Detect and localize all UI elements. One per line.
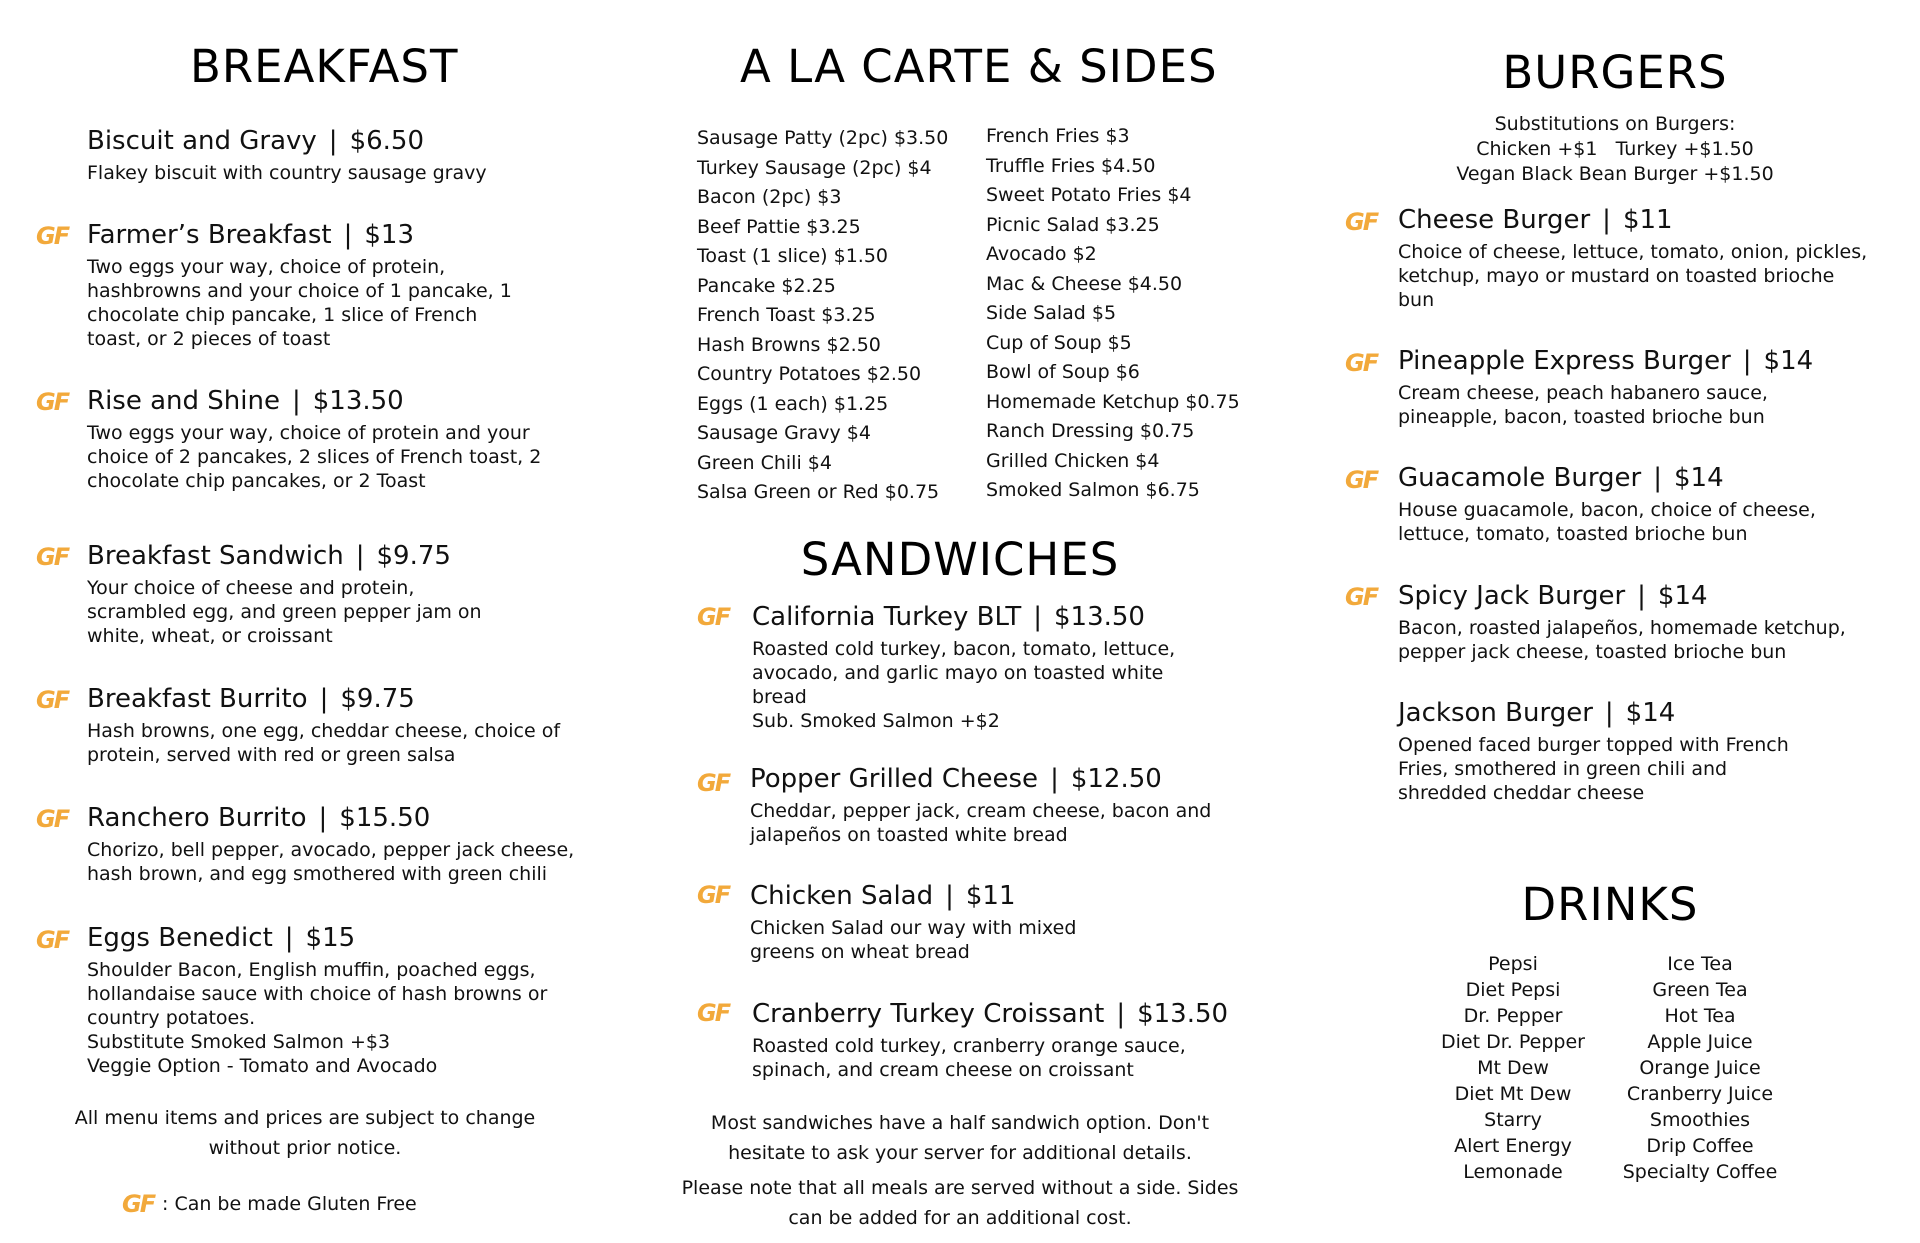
item-description: Roasted cold turkey, bacon, tomato, lettuce, avocado, and garlic mayo on toasted white bread (752, 638, 1176, 708)
drink-item: Diet Pepsi (1465, 979, 1561, 1001)
side-item: Salsa Green or Red $0.75 (697, 481, 940, 503)
item-name: Farmer’s Breakfast (87, 220, 332, 250)
side-item: Beef Pattie $3.25 (697, 215, 861, 238)
item-price: $14 (1763, 346, 1814, 376)
gf-icon: GF (122, 1190, 155, 1218)
drink-item: Drip Coffee (1646, 1135, 1754, 1157)
drink-item: Starry (1484, 1109, 1542, 1131)
side-item: Country Potatoes $2.50 (697, 363, 922, 385)
menu-item-rise-and-shine: Rise and Shine | $13.50 Two eggs your way, choice of protein and your choice of 2 pancakes, 2 slices of French toast, 2 chocolate chip pancakes, or 2 Toast (87, 385, 547, 493)
sides-extra-note: Please note that all meals are served without a side. Sides can be added for an additional cost. (681, 1177, 1239, 1229)
menu-item-breakfast-sandwich: Breakfast Sandwich | $9.75 Your choice of cheese and protein, scrambled egg, and green pepper jam on white, wheat, or croissant (87, 540, 507, 648)
item-name: Pineapple Express Burger (1398, 346, 1731, 376)
drink-item: Green Tea (1652, 979, 1748, 1001)
gf-icon: GF (36, 926, 69, 954)
side-item: Turkey Sausage (2pc) $4 (697, 156, 932, 179)
drink-item: Dr. Pepper (1463, 1005, 1563, 1027)
menu-item-chicken-salad: Chicken Salad | $11 Chicken Salad our way with mixed greens on wheat bread (750, 880, 1110, 964)
item-extra: Veggie Option - Tomato and Avocado (87, 1055, 438, 1077)
item-description: Bacon, roasted jalapeños, homemade ketchup, pepper jack cheese, toasted brioche bun (1398, 617, 1846, 663)
item-name: Biscuit and Gravy (87, 126, 317, 156)
item-name: California Turkey BLT (752, 602, 1022, 632)
side-item: Toast (1 slice) $1.50 (697, 245, 889, 267)
item-name: Jackson Burger (1398, 698, 1593, 728)
menu-item-ranchero-burrito: Ranchero Burrito | $15.50 Chorizo, bell pepper, avocado, pepper jack cheese, hash brown, and egg smothered with green chili (87, 802, 607, 886)
drinks-title: DRINKS (1521, 878, 1699, 931)
item-price: $13.50 (1054, 602, 1145, 632)
drink-item: Specialty Coffee (1622, 1161, 1778, 1183)
side-item: Side Salad $5 (986, 302, 1117, 324)
side-item: Sausage Patty (2pc) $3.50 (697, 127, 949, 149)
item-price: $15.50 (339, 803, 431, 833)
side-item: Hash Browns $2.50 (697, 333, 881, 356)
item-description: House guacamole, bacon, choice of cheese, lettuce, tomato, toasted brioche bun (1398, 499, 1816, 545)
item-description: Cream cheese, peach habanero sauce, pineapple, bacon, toasted brioche bun (1398, 382, 1768, 428)
sides-list-left (697, 124, 948, 508)
menu-item-cheese-burger: Cheese Burger | $11 Choice of cheese, lettuce, tomato, onion, pickles, ketchup, mayo or mustard on toasted brioche bun (1398, 205, 1868, 311)
item-description: Shoulder Bacon, English muffin, poached eggs, hollandaise sauce with choice of hash browns or country potatoes. (87, 959, 548, 1029)
gf-icon: GF (36, 805, 69, 833)
side-item: French Toast $3.25 (697, 304, 876, 326)
item-description: Hash browns, one egg, cheddar cheese, choice of protein, served with red or green salsa (87, 720, 561, 766)
item-name: Cranberry Turkey Croissant (752, 999, 1105, 1029)
item-price: $13 (364, 220, 414, 250)
item-description: Flakey biscuit with country sausage gravy (87, 162, 487, 184)
item-price: $14 (1657, 581, 1708, 611)
item-description: Cheddar, pepper jack, cream cheese, bacon and jalapeños on toasted white bread (750, 800, 1212, 846)
side-item: Eggs (1 each) $1.25 (697, 392, 889, 415)
price-notice: All menu items and prices are subject to change without prior notice. (74, 1107, 536, 1159)
item-description: Two eggs your way, choice of protein and your choice of 2 pancakes, 2 slices of French toast, 2 chocolate chip pancakes, or 2 Toast (87, 422, 542, 492)
gf-icon: GF (36, 686, 69, 714)
substitutions-heading: Substitutions on Burgers: (1494, 113, 1736, 135)
gf-icon: GF (36, 388, 69, 416)
drink-item: Alert Energy (1454, 1135, 1572, 1157)
substitutions-chicken-turkey: Chicken +$1 Turkey +$1.50 (1476, 138, 1754, 160)
side-item: Sausage Gravy $4 (697, 422, 871, 444)
menu-item-breakfast-burrito: Breakfast Burrito | $9.75 Hash browns, one egg, cheddar cheese, choice of protein, served with red or green salsa (87, 683, 567, 767)
side-item: Picnic Salad $3.25 (986, 213, 1160, 236)
burgers-title: BURGERS (1502, 46, 1728, 99)
item-description: Chorizo, bell pepper, avocado, pepper jack cheese, hash brown, and egg smothered with green chili (87, 839, 575, 885)
gf-icon: GF (36, 543, 69, 571)
item-price: $15 (305, 923, 356, 953)
menu-item-eggs-benedict: Eggs Benedict | $15 Shoulder Bacon, English muffin, poached eggs, hollandaise sauce with choice of hash browns or country potatoes. Substitute Smoked Salmon +$3 Veggie Option - Tomato and Avocado (87, 922, 567, 1078)
item-description: Chicken Salad our way with mixed greens on wheat bread (750, 917, 1077, 963)
item-name: Eggs Benedict (87, 923, 273, 953)
item-price: $11 (965, 881, 1016, 911)
item-name: Breakfast Sandwich (87, 541, 344, 571)
side-item: Smoked Salmon $6.75 (986, 479, 1200, 501)
menu-item-popper-grilled-cheese: Popper Grilled Cheese | $12.50 Cheddar, pepper jack, cream cheese, bacon and jalapeños on toasted white bread (750, 763, 1250, 847)
side-item: Green Chili $4 (697, 451, 832, 474)
gf-icon: GF (36, 222, 69, 250)
drink-item: Apple Juice (1647, 1031, 1753, 1053)
drink-item: Diet Dr. Pepper (1441, 1031, 1585, 1053)
side-item: Cup of Soup $5 (986, 331, 1132, 354)
item-name: Ranchero Burrito (87, 803, 307, 833)
menu-item-pineapple-express-burger: Pineapple Express Burger | $14 Cream cheese, peach habanero sauce, pineapple, bacon, toasted brioche bun (1398, 345, 1818, 429)
side-item: Bowl of Soup $6 (986, 361, 1140, 383)
menu-item-biscuit-and-gravy: Biscuit and Gravy | $6.50 Flakey biscuit with country sausage gravy (87, 125, 607, 185)
gf-icon: GF (1345, 208, 1378, 236)
item-description: Choice of cheese, lettuce, tomato, onion, pickles, ketchup, mayo or mustard on toasted brioche bun (1398, 241, 1868, 311)
menu-item-california-turkey-blt: California Turkey BLT | $13.50 Roasted cold turkey, bacon, tomato, lettuce, avocado, and garlic mayo on toasted white bread Sub. Smoked Salmon +$2 (752, 601, 1212, 733)
side-item: Avocado $2 (986, 243, 1097, 265)
substitutions-vegan: Vegan Black Bean Burger +$1.50 (1456, 163, 1774, 185)
gf-icon: GF (1345, 349, 1378, 377)
side-item: Homemade Ketchup $0.75 (986, 390, 1240, 413)
item-description: Roasted cold turkey, cranberry orange sauce, spinach, and cream cheese on croissant (752, 1035, 1186, 1081)
drink-item: Cranberry Juice (1626, 1083, 1774, 1105)
item-name: Guacamole Burger (1398, 463, 1642, 493)
breakfast-title: BREAKFAST (190, 40, 459, 93)
menu-item-spicy-jack-burger: Spicy Jack Burger | $14 Bacon, roasted jalapeños, homemade ketchup, pepper jack cheese, toasted brioche bun (1398, 580, 1878, 664)
gf-icon: GF (697, 769, 730, 797)
item-price: $14 (1625, 698, 1676, 728)
side-item: Ranch Dressing $0.75 (986, 420, 1195, 442)
sandwiches-title: SANDWICHES (800, 533, 1120, 586)
drink-item: Smoothies (1649, 1109, 1751, 1131)
gf-icon: GF (697, 881, 730, 909)
drink-item: Pepsi (1488, 953, 1538, 975)
drink-item: Lemonade (1463, 1161, 1563, 1183)
side-item: Mac & Cheese $4.50 (986, 272, 1183, 295)
gf-icon: GF (697, 603, 730, 631)
item-name: Spicy Jack Burger (1398, 581, 1626, 611)
item-price: $12.50 (1070, 764, 1162, 794)
menu-item-farmers-breakfast: Farmer’s Breakfast | $13 Two eggs your way, choice of protein, hashbrowns and your choice of 1 pancake, 1 chocolate chip pancake, 1 slice of French toast, or 2 pieces of toast (87, 219, 527, 351)
drinks-list-left (1420, 951, 1606, 1185)
item-price: $6.50 (349, 126, 424, 156)
side-item: Pancake $2.25 (697, 274, 836, 297)
menu-item-cranberry-turkey-croissant: Cranberry Turkey Croissant | $13.50 Roasted cold turkey, cranberry orange sauce, spinach, and cream cheese on croissant (752, 998, 1232, 1082)
item-description: Two eggs your way, choice of protein, hashbrowns and your choice of 1 pancake, 1 chocolate chip pancake, 1 slice of French toast, or 2 pieces of toast (87, 256, 512, 350)
drink-item: Mt Dew (1477, 1057, 1549, 1079)
gf-icon: GF (1345, 466, 1378, 494)
drink-item: Diet Mt Dew (1454, 1083, 1572, 1105)
item-name: Chicken Salad (750, 881, 934, 911)
item-name: Breakfast Burrito (87, 684, 308, 714)
gf-legend: : Can be made Gluten Free (162, 1193, 417, 1215)
item-price: $9.75 (376, 541, 451, 571)
item-price: $11 (1622, 205, 1673, 235)
gf-icon: GF (1345, 583, 1378, 611)
menu-item-jackson-burger: Jackson Burger | $14 Opened faced burger topped with French Fries, smothered in green chili and shredded cheddar cheese (1398, 697, 1818, 805)
item-name: Cheese Burger (1398, 205, 1591, 235)
side-item: Grilled Chicken $4 (986, 449, 1160, 472)
item-price: $14 (1674, 463, 1724, 493)
item-name: Rise and Shine (87, 386, 280, 416)
item-name: Popper Grilled Cheese (750, 764, 1039, 794)
item-price: $13.50 (312, 386, 404, 416)
menu-item-guacamole-burger: Guacamole Burger | $14 House guacamole, bacon, choice of cheese, lettuce, tomato, toasted brioche bun (1398, 462, 1858, 546)
drink-item: Ice Tea (1667, 953, 1733, 975)
sides-list-right (986, 122, 1240, 506)
item-price: $9.75 (340, 684, 415, 714)
drink-item: Orange Juice (1639, 1057, 1761, 1079)
item-description: Your choice of cheese and protein, scrambled egg, and green pepper jam on white, wheat, or croissant (87, 577, 482, 647)
item-price: $13.50 (1137, 999, 1229, 1029)
side-item: Truffle Fries $4.50 (986, 154, 1156, 177)
half-sandwich-note: Most sandwiches have a half sandwich option. Don't hesitate to ask your server for additional details. (710, 1112, 1210, 1164)
drink-item: Hot Tea (1664, 1005, 1736, 1027)
item-extra: Sub. Smoked Salmon +$2 (752, 710, 1000, 732)
side-item: Sweet Potato Fries $4 (986, 184, 1192, 206)
burger-substitutions (1400, 112, 1830, 187)
sides-title: A LA CARTE & SIDES (740, 40, 1218, 93)
gf-icon: GF (697, 999, 730, 1027)
item-extra: Substitute Smoked Salmon +$3 (87, 1031, 391, 1053)
side-item: Bacon (2pc) $3 (697, 186, 842, 208)
side-item: French Fries $3 (986, 125, 1130, 147)
item-description: Opened faced burger topped with French Fries, smothered in green chili and shredded cheddar cheese (1398, 734, 1789, 804)
drinks-list-right (1602, 951, 1798, 1185)
